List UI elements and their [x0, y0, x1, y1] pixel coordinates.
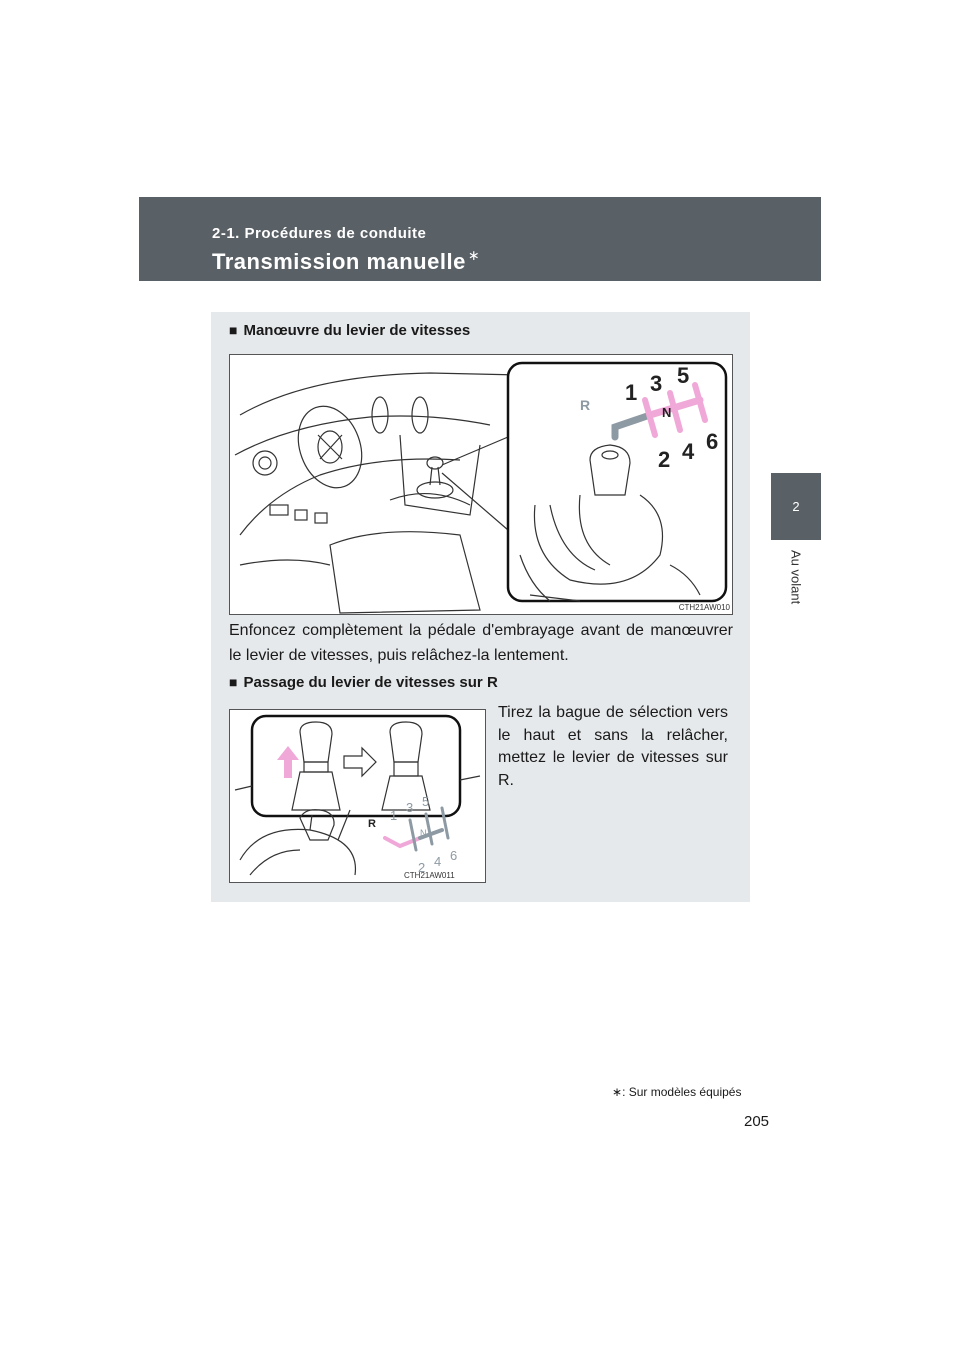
gear-2: 2 — [658, 447, 671, 472]
gear-5: 5 — [677, 363, 690, 388]
footnote-text: : Sur modèles équipés — [622, 1085, 742, 1099]
gear-6: 6 — [706, 429, 719, 454]
chapter-tab[interactable]: 2 — [771, 473, 821, 540]
neutral-label: N — [662, 405, 672, 420]
heading-shift-operation — [229, 322, 470, 339]
figure-code: CTH21AW011 — [404, 871, 455, 880]
reverse-shift-illustration — [230, 710, 485, 882]
gear-6-small: 6 — [450, 848, 458, 863]
content-panel — [211, 312, 750, 902]
gear-4-small: 4 — [434, 854, 442, 869]
reverse-label-small: R — [368, 818, 376, 830]
figure-code: CTH21AW010 — [678, 603, 730, 612]
gear-4: 4 — [682, 439, 695, 464]
section-label: 2-1. Procédures de conduite — [212, 225, 427, 242]
footnote-mark: ∗ — [612, 1085, 623, 1099]
gear-3-small: 3 — [406, 800, 414, 815]
cockpit-illustration — [230, 355, 732, 614]
heading-text: Manœuvre du levier de vitesses — [243, 322, 471, 339]
heading-marker: ■ — [229, 322, 238, 338]
gear-1-small: 1 — [390, 808, 398, 823]
gear-5-small: 5 — [422, 794, 430, 809]
gear-2-small: 2 — [418, 860, 426, 875]
page-title — [212, 247, 480, 275]
gear-3: 3 — [650, 371, 663, 396]
neutral-label-small: N — [420, 828, 427, 838]
gear-1: 1 — [625, 380, 638, 405]
footnote — [612, 1085, 741, 1099]
page-title-text: Transmission manuelle — [212, 249, 466, 274]
paragraph-reverse: Tirez la bague de sélection vers le haut et sans la relâcher, mettez le levier de vitesses sur R. — [498, 704, 728, 789]
page-number: 205 — [744, 1113, 770, 1130]
equipped-mark: ∗ — [467, 247, 481, 263]
paragraph-clutch: Enfoncez complètement la pédale d'embrayage avant de manœuvrer le levier de vitesses, puis relâchez-la lentement. — [229, 622, 733, 664]
heading-shift-to-r — [229, 674, 498, 691]
heading-text: Passage du levier de vitesses sur R — [243, 674, 498, 691]
heading-marker: ■ — [229, 674, 238, 690]
figure-reverse-ring — [229, 709, 486, 883]
figure-cockpit-shift-lever — [229, 354, 733, 615]
chapter-tab-label: Au volant — [788, 550, 804, 605]
reverse-label: R — [580, 397, 591, 413]
chapter-header — [139, 197, 821, 281]
